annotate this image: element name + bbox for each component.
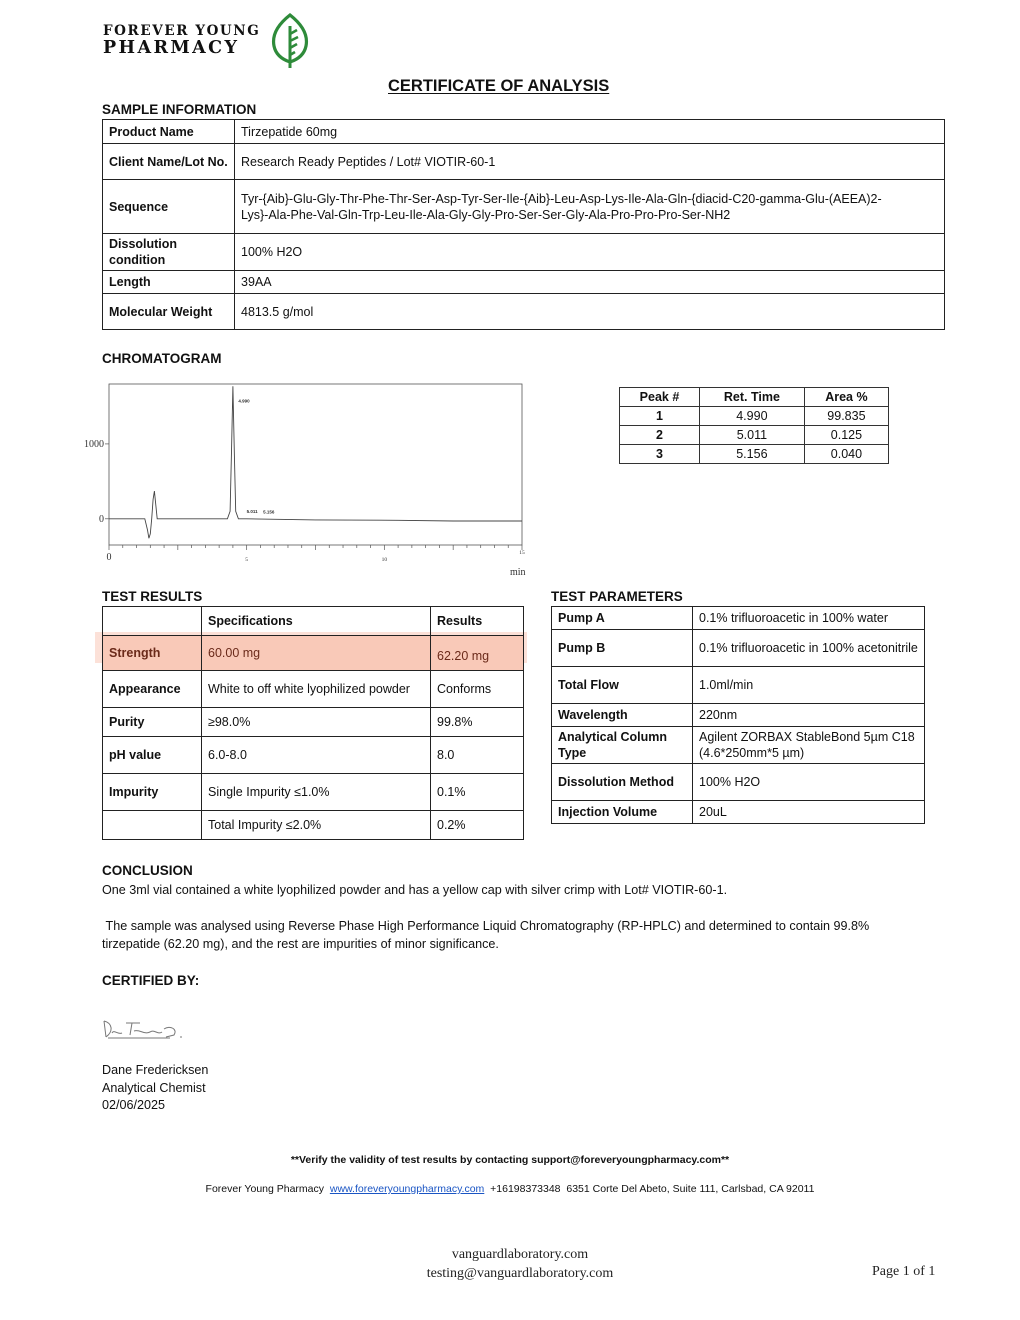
lab-website: vanguardlaboratory.com [451,1247,589,1262]
table-row [552,607,925,630]
test-results-heading: TEST RESULTS [102,589,203,604]
row-label: Dissolution condition [103,234,235,271]
molecular-weight-value: 4813.5 g/mol [235,294,945,330]
chromatogram-chart [72,378,532,578]
area-percent: 99.835 [804,407,888,426]
row-label: Analytical Column Type [552,727,693,764]
row-label: Wavelength [552,704,693,727]
conclusion-paragraph-2: The sample was analysed using Reverse Phase High Performance Liquid Chromatography (RP-HPLC) and determined to contain 99.8% tirzepatide (62.20 mg), and the rest are impurities of minor significance. [102,919,873,951]
brand-logo-text [103,25,260,57]
ret-time: 5.156 [699,445,804,464]
row-label: Pump B [552,630,693,667]
website-link[interactable]: www.foreveryoungpharmacy.com [329,1183,485,1195]
x-axis-label: min [510,567,526,578]
spec-value: ≥98.0% [202,708,431,737]
header-specifications: Specifications [202,607,431,636]
product-name-value: Tirzepatide 60mg [235,120,945,144]
peak-table-header [620,388,889,407]
table-row [552,727,925,764]
param-value: 220nm [693,704,925,727]
certifier-name: Dane Fredericksen [102,1063,209,1077]
spec-value: Total Impurity ≤2.0% [202,811,431,840]
row-label: Molecular Weight [103,294,235,330]
row-label: Dissolution Method [552,764,693,801]
leaf-icon [270,12,310,72]
row-label: Pump A [552,607,693,630]
row-label: Product Name [103,120,235,144]
x-tick-label: 5 [245,557,249,563]
table-row [103,271,945,294]
param-value: 20uL [693,801,925,824]
param-value: 1.0ml/min [693,667,925,704]
param-value: 100% H2O [693,764,925,801]
row-label: Strength [103,636,202,671]
lab-contact [380,1245,660,1283]
spec-value: White to off white lyophilized powder [202,671,431,708]
result-value: 99.8% [431,708,524,737]
row-label: Injection Volume [552,801,693,824]
peak-label: 5.011 [246,509,258,515]
table-row [103,636,524,671]
header-results: Results [431,607,524,636]
verify-notice: **Verify the validity of test results by contacting support@foreveryoungpharmacy.com** [290,1154,730,1166]
result-value: 0.1% [431,774,524,811]
y-tick-label: 0 [99,513,104,525]
result-value: 62.20 mg [431,636,524,671]
row-label: Client Name/Lot No. [103,144,235,180]
row-label: Appearance [103,671,202,708]
row-label: pH value [103,737,202,774]
ret-time: 5.011 [699,426,804,445]
sequence-value: Tyr-{Aib}-Glu-Gly-Thr-Phe-Thr-Ser-Asp-Tyr-Ser-Ile-{Aib}-Leu-Asp-Lys-Ile-Ala-Gln-{diacid-C20-gamma-Glu-(AEEA)2-Lys}-Ala-Phe-Val-Gln-Trp-Leu-Ile-Ala-Gly-Gly-Pro-Ser-Ser-Gly-Ala-Pro-Pro-Pro-Ser-NH2 [235,180,945,234]
table-row [552,764,925,801]
peak-label: 5.156 [263,509,275,515]
client-lot-value: Research Ready Peptides / Lot# VIOTIR-60-1 [235,144,945,180]
peak-table [619,387,889,464]
result-value: 8.0 [431,737,524,774]
row-label: Total Flow [552,667,693,704]
sample-info-heading: SAMPLE INFORMATION [102,102,257,117]
test-parameters-table [551,606,925,824]
x-tick-label: 0 [106,552,112,563]
header-ret-time: Ret. Time [699,388,804,407]
spec-value: Single Impurity ≤1.0% [202,774,431,811]
table-row [552,801,925,824]
dissolution-value: 100% H2O [235,234,945,271]
table-row [103,811,524,840]
phone-number: +16198373348 [490,1183,561,1195]
header-area: Area % [804,388,888,407]
spec-value: 6.0-8.0 [202,737,431,774]
table-row [552,667,925,704]
table-row [103,737,524,774]
results-header [103,607,524,636]
header-peak: Peak # [620,388,700,407]
area-percent: 0.040 [804,445,888,464]
table-row [103,144,945,180]
table-row [103,774,524,811]
address: 6351 Corte Del Abeto, Suite 111, Carlsbad, CA 92011 [566,1183,815,1195]
table-row [103,294,945,330]
ret-time: 4.990 [699,407,804,426]
brand-line-1: FOREVER YOUNG [103,23,261,39]
param-value: 0.1% trifluoroacetic in 100% water [693,607,925,630]
result-value: 0.2% [431,811,524,840]
y-tick-label: 1000 [84,438,104,450]
conclusion-heading: CONCLUSION [102,863,193,878]
table-row [103,708,524,737]
company-contact-line [0,1183,1020,1195]
x-tick-label: 15 [519,550,525,556]
length-value: 39AA [235,271,945,294]
table-row [620,426,889,445]
table-row [620,445,889,464]
table-row [552,630,925,667]
area-percent: 0.125 [804,426,888,445]
conclusion-paragraph-1: One 3ml vial contained a white lyophilized powder and has a yellow cap with silver crimp with Lot# VIOTIR-60-1. [102,883,728,897]
certified-by-heading: CERTIFIED BY: [102,973,200,988]
row-label: Length [103,271,235,294]
signature-image [100,1015,190,1043]
company-name: Forever Young Pharmacy [205,1183,325,1195]
row-label: Sequence [103,180,235,234]
table-row [552,704,925,727]
row-label: Purity [103,708,202,737]
row-label: Impurity [103,774,202,811]
signal-trace [109,386,522,538]
brand-line-2: PHARMACY [103,37,240,58]
peak-number: 2 [620,426,700,445]
table-row [620,407,889,426]
row-label [103,811,202,840]
param-value: 0.1% trifluoroacetic in 100% acetonitrile [693,630,925,667]
spec-value: 60.00 mg [202,636,431,671]
peak-number: 1 [620,407,700,426]
x-tick-label: 10 [381,557,388,563]
table-row [103,234,945,271]
certifier-role: Analytical Chemist [102,1081,206,1095]
table-row [103,120,945,144]
test-parameters-heading: TEST PARAMETERS [551,589,683,604]
peak-number: 3 [620,445,700,464]
page-number: Page 1 of 1 [872,1264,936,1279]
peak-label: 4.990 [238,398,250,404]
chromatogram-heading: CHROMATOGRAM [102,351,222,366]
certification-date: 02/06/2025 [102,1098,166,1112]
empty-header [103,607,202,636]
result-value: Conforms [431,671,524,708]
test-results-table [102,606,524,840]
lab-email: testing@vanguardlaboratory.com [426,1266,614,1281]
document-title: CERTIFICATE OF ANALYSIS [388,77,610,95]
table-row [103,180,945,234]
table-row [103,671,524,708]
sample-info-table [102,119,945,330]
param-value: Agilent ZORBAX StableBond 5µm C18 (4.6*250mm*5 µm) [693,727,925,764]
